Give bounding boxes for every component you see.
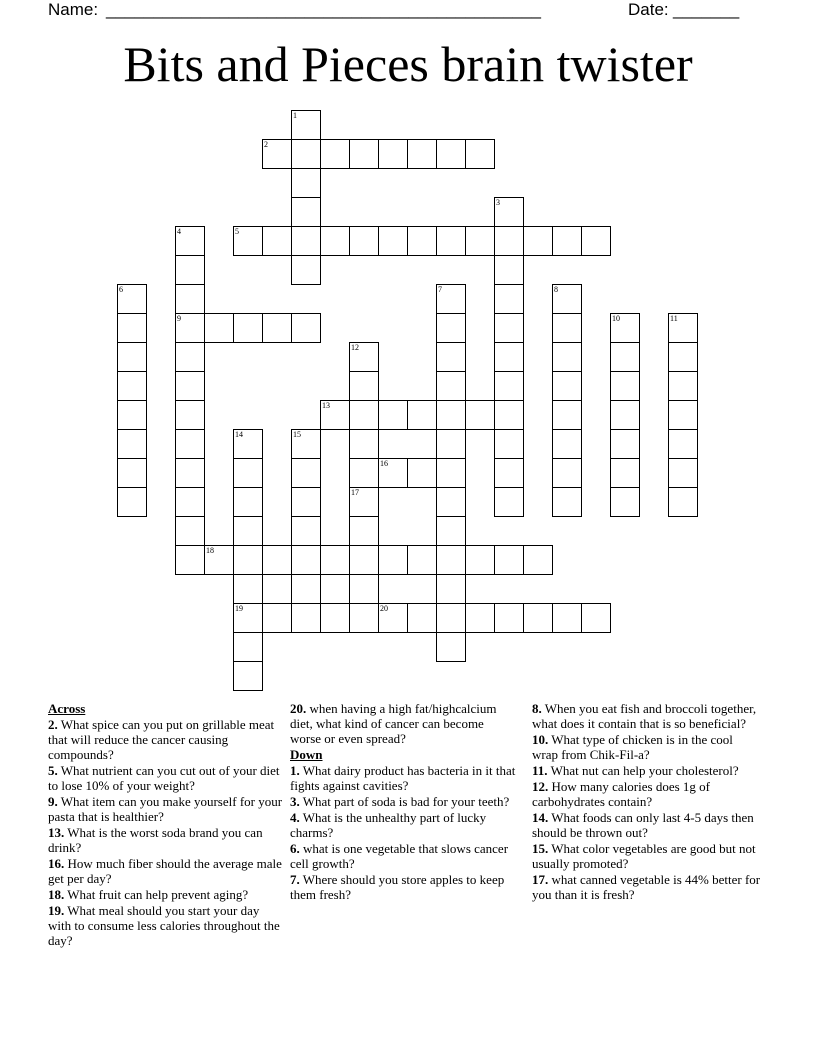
crossword-cell[interactable]	[552, 487, 582, 517]
crossword-cell[interactable]	[291, 255, 321, 285]
crossword-cell[interactable]	[233, 487, 263, 517]
clue-number: 1	[293, 111, 297, 120]
clue-down-12: 12. How many calories does 1g of carbohydrates contain?	[532, 779, 710, 809]
clue-down-10: 10. What type of chicken is in the cool wrap from Chik-Fil-a?	[532, 732, 733, 762]
crossword-cell[interactable]	[291, 516, 321, 546]
crossword-cell[interactable]	[581, 226, 611, 256]
crossword-cell[interactable]	[233, 603, 263, 633]
crossword-cell[interactable]	[117, 313, 147, 343]
crossword-cell[interactable]	[378, 400, 408, 430]
clue-number: 7	[438, 285, 442, 294]
crossword-cell[interactable]	[610, 371, 640, 401]
crossword-cell[interactable]	[407, 400, 437, 430]
clue-column-1	[48, 701, 284, 949]
clue-across-9: 9. What item can you make yourself for your pasta that is healthier?	[48, 794, 283, 824]
clue-down-8: 8. When you eat fish and broccoli together, what does it contain that is so beneficial?	[532, 701, 757, 731]
crossword-cell[interactable]	[117, 487, 147, 517]
clue-down-14: 14. What foods can only last 4-5 days then should be thrown out?	[532, 810, 754, 840]
clue-number: 3	[496, 198, 500, 207]
crossword-cell[interactable]	[668, 313, 698, 343]
crossword-cell[interactable]	[523, 603, 553, 633]
crossword-cell[interactable]	[436, 545, 466, 575]
clue-number: 4	[177, 227, 181, 236]
crossword-cell[interactable]	[291, 429, 321, 459]
crossword-cell[interactable]	[494, 545, 524, 575]
crossword-cell[interactable]	[233, 574, 263, 604]
crossword-cell[interactable]	[610, 429, 640, 459]
date-label: Date:	[628, 0, 669, 19]
crossword-cell[interactable]	[465, 400, 495, 430]
down-heading: Down	[290, 747, 323, 762]
crossword-cell[interactable]	[436, 342, 466, 372]
crossword-cell[interactable]	[291, 139, 321, 169]
crossword-cell[interactable]	[262, 603, 292, 633]
crossword-cell[interactable]	[262, 313, 292, 343]
crossword-cell[interactable]	[262, 545, 292, 575]
crossword-cell[interactable]	[436, 603, 466, 633]
crossword-cell[interactable]	[175, 545, 205, 575]
crossword-cell[interactable]	[494, 284, 524, 314]
clue-column-2	[290, 701, 518, 903]
clue-across-2: 2. What spice can you put on grillable meat that will reduce the cancer causing compounds?	[48, 717, 275, 762]
crossword-cell[interactable]	[668, 458, 698, 488]
crossword-cell[interactable]	[291, 458, 321, 488]
crossword-cell[interactable]	[349, 458, 379, 488]
crossword-cell[interactable]	[291, 226, 321, 256]
crossword-cell[interactable]	[175, 429, 205, 459]
crossword-cell[interactable]	[494, 313, 524, 343]
crossword-cell[interactable]	[407, 603, 437, 633]
clue-down-6: 6. what is one vegetable that slows cancer cell growth?	[290, 841, 509, 871]
crossword-cell[interactable]	[378, 226, 408, 256]
crossword-cell[interactable]	[668, 342, 698, 372]
crossword-cell[interactable]	[291, 545, 321, 575]
crossword-cell[interactable]	[407, 226, 437, 256]
crossword-cell[interactable]	[436, 574, 466, 604]
crossword-cell[interactable]	[465, 139, 495, 169]
clue-across-16: 16. How much fiber should the average male get per day?	[48, 856, 282, 886]
crossword-cell[interactable]	[117, 400, 147, 430]
crossword-cell[interactable]	[349, 574, 379, 604]
clue-down-4: 4. What is the unhealthy part of lucky charms?	[290, 810, 487, 840]
clue-across-20: 20. when having a high fat/highcalcium diet, what kind of cancer can become worse or even spread?	[290, 701, 497, 746]
clue-down-3: 3. What part of soda is bad for your teeth?	[290, 794, 510, 809]
crossword-cell[interactable]	[349, 139, 379, 169]
crossword-cell[interactable]	[552, 226, 582, 256]
crossword-cell[interactable]	[233, 458, 263, 488]
crossword-cell[interactable]	[349, 371, 379, 401]
crossword-cell[interactable]	[262, 226, 292, 256]
clue-down-15: 15. What color vegetables are good but not usually promoted?	[532, 841, 756, 871]
crossword-cell[interactable]	[552, 458, 582, 488]
clue-column-3	[532, 701, 762, 903]
crossword-cell[interactable]	[668, 487, 698, 517]
crossword-cell[interactable]	[494, 603, 524, 633]
crossword-cell[interactable]	[436, 516, 466, 546]
crossword-cell[interactable]	[523, 226, 553, 256]
clue-number: 2	[264, 140, 268, 149]
crossword-cell[interactable]	[436, 632, 466, 662]
crossword-cell[interactable]	[494, 342, 524, 372]
crossword-cell[interactable]	[610, 313, 640, 343]
crossword-cell[interactable]	[407, 545, 437, 575]
crossword-cell[interactable]	[175, 516, 205, 546]
crossword-cell[interactable]	[320, 226, 350, 256]
clue-number: 19	[235, 604, 243, 613]
crossword-cell[interactable]	[349, 603, 379, 633]
crossword-cell[interactable]	[552, 342, 582, 372]
clue-number: 20	[380, 604, 388, 613]
clue-number: 10	[612, 314, 620, 323]
clue-number: 17	[351, 488, 359, 497]
crossword-cell[interactable]	[204, 313, 234, 343]
across-heading: Across	[48, 701, 86, 716]
crossword-cell[interactable]	[320, 139, 350, 169]
crossword-cell[interactable]	[523, 545, 553, 575]
crossword-cell[interactable]	[117, 458, 147, 488]
crossword-cell[interactable]	[117, 429, 147, 459]
crossword-cell[interactable]	[291, 110, 321, 140]
crossword-cell[interactable]	[175, 371, 205, 401]
crossword-cell[interactable]	[233, 226, 263, 256]
clue-number: 8	[554, 285, 558, 294]
crossword-cell[interactable]	[175, 255, 205, 285]
crossword-cell[interactable]	[320, 545, 350, 575]
crossword-cell[interactable]	[291, 313, 321, 343]
crossword-cell[interactable]	[407, 139, 437, 169]
crossword-cell[interactable]	[668, 429, 698, 459]
crossword-cell[interactable]	[233, 545, 263, 575]
clue-number: 12	[351, 343, 359, 352]
crossword-cell[interactable]	[407, 458, 437, 488]
crossword-cell[interactable]	[175, 487, 205, 517]
crossword-cell[interactable]	[668, 400, 698, 430]
crossword-cell[interactable]	[349, 429, 379, 459]
crossword-cell[interactable]	[610, 342, 640, 372]
clue-down-7: 7. Where should you store apples to keep them fresh?	[290, 872, 505, 902]
crossword-cell[interactable]	[465, 226, 495, 256]
crossword-cell[interactable]	[349, 342, 379, 372]
crossword-cell[interactable]	[117, 371, 147, 401]
crossword-cell[interactable]	[610, 487, 640, 517]
clue-number: 11	[670, 314, 678, 323]
crossword-cell[interactable]	[175, 313, 205, 343]
clue-down-1: 1. What dairy product has bacteria in it that fights against cavities?	[290, 763, 516, 793]
clue-down-17: 17. what canned vegetable is 44% better for you than it is fresh?	[532, 872, 761, 902]
crossword-cell[interactable]	[552, 429, 582, 459]
crossword-cell[interactable]	[552, 603, 582, 633]
crossword-cell[interactable]	[175, 342, 205, 372]
crossword-cell[interactable]	[436, 429, 466, 459]
clue-across-19: 19. What meal should you start your day with to consume less calories throughout the day?	[48, 903, 280, 948]
crossword-cell[interactable]	[378, 139, 408, 169]
crossword-cell[interactable]	[204, 545, 234, 575]
clue-number: 13	[322, 401, 330, 410]
crossword-cell[interactable]	[349, 400, 379, 430]
clue-number: 15	[293, 430, 301, 439]
clue-number: 14	[235, 430, 243, 439]
crossword-cell[interactable]	[436, 313, 466, 343]
clue-number: 18	[206, 546, 214, 555]
crossword-cell[interactable]	[117, 284, 147, 314]
crossword-cell[interactable]	[378, 603, 408, 633]
crossword-cell[interactable]	[233, 429, 263, 459]
crossword-cell[interactable]	[378, 545, 408, 575]
crossword-cell[interactable]	[668, 371, 698, 401]
crossword-cell[interactable]	[465, 603, 495, 633]
crossword-cell[interactable]	[610, 400, 640, 430]
clue-number: 16	[380, 459, 388, 468]
clue-across-5: 5. What nutrient can you cut out of your diet to lose 10% of your weight?	[48, 763, 280, 793]
crossword-cell[interactable]	[552, 400, 582, 430]
crossword-cell[interactable]	[175, 400, 205, 430]
crossword-cell[interactable]	[436, 284, 466, 314]
crossword-cell[interactable]	[291, 168, 321, 198]
crossword-cell[interactable]	[349, 487, 379, 517]
crossword-cell[interactable]	[494, 487, 524, 517]
crossword-cell[interactable]	[581, 603, 611, 633]
crossword-cell[interactable]	[494, 400, 524, 430]
crossword-cell[interactable]	[175, 226, 205, 256]
crossword-cell[interactable]	[552, 371, 582, 401]
clue-down-11: 11. What nut can help your cholesterol?	[532, 763, 739, 778]
crossword-cell[interactable]	[436, 226, 466, 256]
crossword-cell[interactable]	[436, 458, 466, 488]
clue-across-18: 18. What fruit can help prevent aging?	[48, 887, 249, 902]
crossword-cell[interactable]	[552, 313, 582, 343]
crossword-cell[interactable]	[494, 371, 524, 401]
crossword-cell[interactable]	[233, 313, 263, 343]
crossword-cell[interactable]	[291, 574, 321, 604]
crossword-cell[interactable]	[175, 458, 205, 488]
crossword-cell[interactable]	[465, 545, 495, 575]
crossword-cell[interactable]	[233, 661, 263, 691]
crossword-cell[interactable]	[349, 545, 379, 575]
crossword-cell[interactable]	[494, 458, 524, 488]
crossword-cell[interactable]	[436, 487, 466, 517]
clue-number: 6	[119, 285, 123, 294]
crossword-cell[interactable]	[349, 516, 379, 546]
crossword-cell[interactable]	[610, 458, 640, 488]
crossword-cell[interactable]	[117, 342, 147, 372]
crossword-cell[interactable]	[291, 603, 321, 633]
crossword-cell[interactable]	[320, 400, 350, 430]
crossword-cell[interactable]	[233, 632, 263, 662]
crossword-cell[interactable]	[320, 603, 350, 633]
page-title: Bits and Pieces brain twister	[123, 36, 693, 92]
crossword-cell[interactable]	[494, 197, 524, 227]
crossword-cell[interactable]	[552, 284, 582, 314]
crossword-cell[interactable]	[291, 487, 321, 517]
crossword-cell[interactable]	[262, 139, 292, 169]
crossword-cell[interactable]	[436, 371, 466, 401]
clue-number: 5	[235, 227, 239, 236]
crossword-cell[interactable]	[436, 139, 466, 169]
name-label: Name:	[48, 0, 99, 19]
clue-across-13: 13. What is the worst soda brand you can drink?	[48, 825, 263, 855]
date-blank: _______	[673, 0, 740, 19]
crossword-cell[interactable]	[349, 226, 379, 256]
crossword-cell[interactable]	[494, 255, 524, 285]
crossword-cell[interactable]	[175, 284, 205, 314]
crossword-cell[interactable]	[436, 400, 466, 430]
crossword-cell[interactable]	[494, 226, 524, 256]
crossword-cell[interactable]	[494, 429, 524, 459]
crossword-cell[interactable]	[291, 197, 321, 227]
name-blank: ______________________________________________	[106, 0, 541, 19]
clue-number: 9	[177, 314, 181, 323]
crossword-cell[interactable]	[378, 458, 408, 488]
crossword-cell[interactable]	[233, 516, 263, 546]
